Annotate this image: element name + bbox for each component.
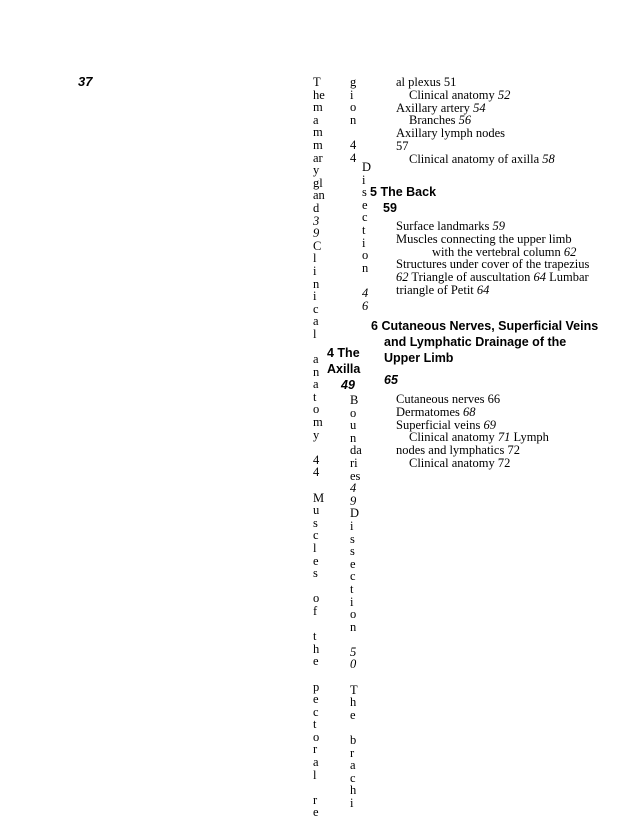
- column-fragment: y: [313, 163, 320, 178]
- column-fragment: 9: [350, 493, 357, 508]
- column-fragment: e: [313, 692, 319, 707]
- chapter-4-title: Axilla: [327, 362, 361, 376]
- column-fragment: i: [313, 263, 317, 278]
- toc-entry: [396, 284, 589, 297]
- column-fragment: 9: [313, 226, 320, 241]
- chapter-5-title: The Back: [380, 185, 437, 199]
- column-fragment: e: [350, 556, 356, 571]
- toc-entry-text: al plexus 51: [396, 75, 457, 89]
- column-fragment: o: [313, 402, 320, 417]
- column-fragment: m: [313, 137, 323, 152]
- column-fragment: o: [350, 405, 357, 420]
- toc-entry-text: Triangle of auscultation: [408, 270, 534, 285]
- column-fragment: l: [313, 767, 317, 782]
- chapter-5-heading: [370, 184, 436, 216]
- column-fragment: i: [362, 172, 366, 187]
- toc-entry-text: with the vertebral column: [432, 244, 564, 259]
- column-fragment: a: [313, 377, 319, 392]
- toc-entry-text: triangle of Petit: [396, 282, 477, 297]
- toc-entry-text: Muscles connecting the upper limb: [396, 231, 572, 246]
- column-fragment: da: [350, 443, 362, 458]
- column-fragment: D: [350, 506, 360, 521]
- column-fragment: c: [313, 528, 319, 543]
- column-fragment: r: [313, 742, 318, 757]
- column-fragment: 4: [350, 481, 357, 496]
- column-fragment: h: [313, 641, 320, 656]
- chapter-4-heading: [327, 345, 360, 393]
- column-fragment: a: [313, 755, 319, 770]
- toc-entry: [396, 127, 555, 140]
- column-fragment: 4: [350, 150, 357, 165]
- column-fragment: 0: [350, 657, 357, 672]
- toc-entry-text: 57: [396, 138, 409, 153]
- column-fragment: e: [350, 707, 356, 722]
- column-fragment: [313, 668, 325, 681]
- column-fragment: a: [313, 352, 319, 367]
- column-fragment: ri: [350, 455, 358, 470]
- column-fragment: c: [313, 301, 319, 316]
- column-fragment: f: [313, 603, 318, 618]
- column-fragment: y: [313, 427, 320, 442]
- column-fragment: [313, 479, 325, 492]
- column-fragment: b: [350, 733, 357, 748]
- column-fragment: [313, 781, 325, 794]
- column-fragment: T: [313, 75, 321, 89]
- toc-entries-axilla: [396, 76, 555, 166]
- column-fragment: l: [313, 251, 317, 266]
- column-fragment: h: [350, 783, 357, 798]
- column-fragment: o: [313, 729, 320, 744]
- column-fragment: m: [313, 125, 323, 140]
- toc-entry-page: 56: [458, 113, 472, 128]
- column-fragment: o: [350, 100, 357, 115]
- toc-entry-text: Superficial veins: [396, 417, 484, 432]
- toc-entry-text: Lumbar: [546, 270, 589, 285]
- toc-entry-page: 64: [476, 282, 490, 297]
- column-fragment: e: [362, 197, 368, 212]
- toc-entry-page: 62: [396, 270, 409, 285]
- column-fragment: e: [313, 553, 319, 568]
- chapter-6-heading: [371, 318, 598, 388]
- toc-entry-page: 71: [497, 430, 511, 445]
- column-fragment: s: [350, 544, 355, 559]
- column-fragment: a: [350, 758, 356, 773]
- column-fragment: d: [313, 200, 320, 215]
- column-fragment: c: [350, 770, 356, 785]
- page-number: 37: [78, 74, 93, 89]
- toc-entries-back: [396, 220, 589, 297]
- column-fragment: i: [350, 87, 354, 102]
- column-fragment: c: [362, 210, 368, 225]
- column-fragment: a: [313, 314, 319, 329]
- toc-entry-page: 62: [563, 244, 577, 259]
- column-fragment: i: [350, 796, 354, 810]
- column-fragment: s: [313, 566, 318, 581]
- column-fragment: 4: [350, 137, 357, 152]
- column-fragment: u: [350, 418, 357, 433]
- toc-entry-page: 69: [483, 417, 496, 432]
- chapter-5-number: 5: [370, 185, 377, 199]
- toc-entry: [396, 457, 549, 470]
- toc-entry-text: Lymph: [510, 430, 549, 445]
- column-fragment: n: [313, 276, 320, 291]
- chapter-4-page: 49: [341, 378, 355, 392]
- chapter-6-title-line-1: Cutaneous Nerves, Superficial Veins: [381, 319, 599, 333]
- column-fragment: s: [362, 185, 367, 200]
- toc-entry-text: Clinical anatomy of axilla: [409, 151, 543, 166]
- column-fragment: t: [313, 629, 317, 644]
- column-fragment: c: [313, 704, 319, 719]
- column-fragment: T: [350, 682, 358, 697]
- column-fragment: e: [313, 654, 319, 669]
- toc-column-b-bottom: [350, 394, 362, 810]
- column-fragment: n: [362, 260, 369, 275]
- toc-entry-page: 58: [542, 151, 555, 166]
- column-fragment: n: [350, 619, 357, 634]
- column-fragment: t: [313, 717, 317, 732]
- column-fragment: i: [350, 594, 354, 609]
- toc-entry-text: Branches: [409, 113, 459, 128]
- chapter-6-title-line-3: Upper Limb: [384, 351, 454, 365]
- toc-column-a: [313, 76, 325, 819]
- column-fragment: M: [313, 490, 325, 505]
- column-fragment: r: [350, 745, 355, 760]
- toc-entry: [396, 153, 555, 166]
- column-fragment: t: [362, 222, 366, 237]
- column-fragment: i: [313, 289, 317, 304]
- column-fragment: s: [350, 531, 355, 546]
- column-fragment: l: [313, 540, 317, 555]
- toc-entry-text: Structures under cover of the trapezius: [396, 257, 590, 272]
- column-fragment: 5: [350, 644, 357, 659]
- column-fragment: 4: [313, 452, 320, 467]
- column-fragment: 3: [313, 213, 320, 228]
- toc-entry-page: 68: [463, 404, 476, 419]
- chapter-6-page: 65: [384, 373, 398, 387]
- column-fragment: n: [350, 112, 357, 127]
- toc-entry-text: nodes and lymphatics 72: [396, 443, 520, 458]
- column-fragment: [350, 633, 362, 646]
- column-fragment: 4: [313, 465, 320, 480]
- column-fragment: g: [350, 75, 357, 89]
- toc-entry-text: Surface landmarks: [396, 219, 493, 233]
- column-fragment: o: [313, 591, 320, 606]
- column-fragment: i: [362, 235, 366, 250]
- column-fragment: p: [313, 679, 320, 694]
- column-fragment: gl: [313, 175, 323, 190]
- chapter-6-title-line-2: and Lymphatic Drainage of the: [384, 335, 567, 349]
- column-fragment: [350, 671, 362, 684]
- column-fragment: B: [350, 393, 359, 407]
- column-fragment: i: [350, 518, 354, 533]
- column-fragment: 4: [362, 285, 369, 300]
- column-fragment: D: [362, 160, 372, 174]
- column-fragment: c: [350, 569, 356, 584]
- chapter-4-label: 4 The: [327, 346, 360, 360]
- column-fragment: n: [350, 430, 357, 445]
- column-fragment: n: [313, 364, 320, 379]
- column-fragment: es: [350, 468, 361, 483]
- toc-entry-text: Axillary artery: [396, 100, 474, 115]
- column-fragment: a: [313, 112, 319, 127]
- column-fragment: an: [313, 188, 325, 203]
- toc-entry-page: 52: [497, 87, 511, 102]
- column-fragment: m: [313, 415, 323, 430]
- toc-entry-text: Dermatomes: [396, 404, 463, 419]
- column-fragment: [313, 441, 325, 454]
- toc-entry-text: Clinical anatomy 72: [409, 455, 511, 470]
- toc-entry-page: 59: [492, 219, 505, 233]
- chapter-5-page: 59: [383, 201, 397, 215]
- column-fragment: u: [313, 503, 320, 518]
- column-fragment: t: [313, 389, 317, 404]
- column-fragment: r: [313, 792, 318, 807]
- toc-entry-page: 64: [533, 270, 546, 285]
- toc-entry-text: Clinical anatomy: [409, 430, 498, 445]
- column-fragment: t: [350, 581, 354, 596]
- toc-entry-text: Axillary lymph nodes: [396, 126, 506, 141]
- toc-column-b-top: [350, 76, 356, 164]
- column-fragment: s: [313, 515, 318, 530]
- toc-entry-page: 54: [473, 100, 486, 115]
- column-fragment: m: [313, 100, 323, 115]
- toc-entry-text: Clinical anatomy: [409, 87, 498, 102]
- column-fragment: 6: [362, 298, 369, 313]
- column-fragment: h: [350, 695, 357, 710]
- chapter-6-number: 6: [371, 319, 378, 333]
- toc-entries-cutaneous: [396, 393, 549, 470]
- column-fragment: he: [313, 87, 325, 102]
- column-fragment: o: [350, 607, 357, 622]
- column-fragment: l: [313, 326, 317, 341]
- toc-entry-text: Cutaneous nerves 66: [396, 392, 501, 406]
- column-fragment: o: [362, 248, 369, 263]
- column-fragment: ar: [313, 150, 323, 165]
- column-fragment: C: [313, 238, 322, 253]
- column-fragment: e: [313, 805, 319, 820]
